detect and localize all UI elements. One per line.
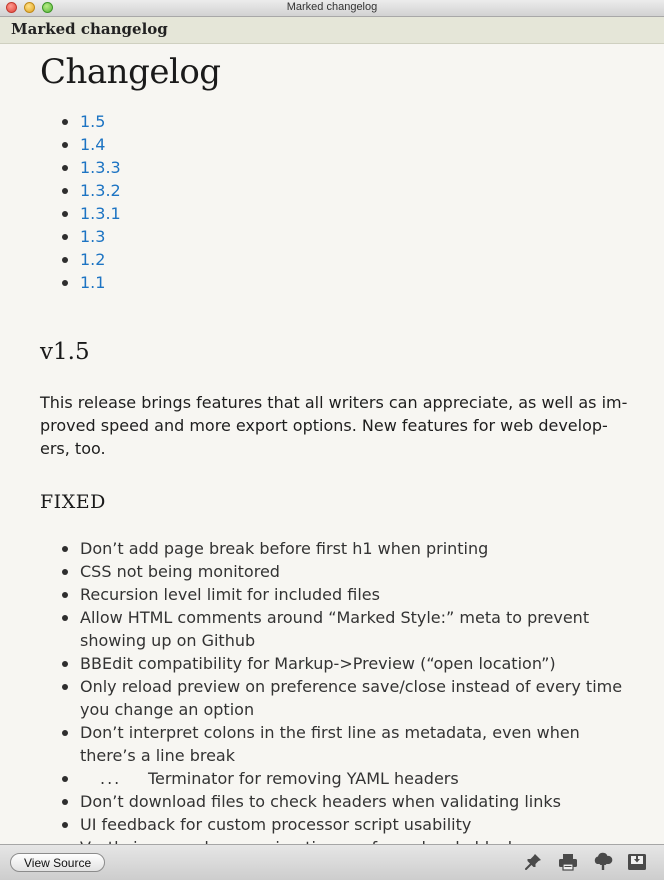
list-item — [40, 721, 640, 767]
bullet-icon — [62, 592, 68, 598]
bullet-icon — [62, 119, 68, 125]
toc-link-1-4[interactable]: 1.4 — [80, 135, 106, 154]
toc-link-1-2[interactable]: 1.2 — [80, 250, 106, 269]
list-item-text: CSS not being monitored — [80, 562, 280, 581]
bullet-icon — [62, 142, 68, 148]
version-heading: v1.5 — [40, 339, 90, 365]
list-item-text: Don’t interpret colons in the first line as metadata, even when there’s a line break — [80, 723, 580, 765]
toc-item — [40, 225, 121, 248]
toc-link-1-3-1[interactable]: 1.3.1 — [80, 204, 121, 223]
list-item-text: Don’t add page break before first h1 when printing — [80, 539, 489, 558]
release-intro: This release brings features that all writers can appreciate, as well as improved speed and more export options. New features for web developers, too. — [40, 393, 628, 458]
version-toc — [40, 110, 121, 294]
list-item-text: UI feedback for custom processor script usability — [80, 815, 472, 834]
list-item-text: Don’t download files to check headers when validating links — [80, 792, 561, 811]
pin-icon[interactable] — [523, 852, 545, 872]
toc-link-1-3-2[interactable]: 1.3.2 — [80, 181, 121, 200]
bullet-icon — [62, 257, 68, 263]
changelog-heading: Changelog — [40, 52, 221, 92]
list-item-text: Only reload preview on preference save/close instead of every time you change an option — [80, 677, 623, 719]
toc-item — [40, 271, 121, 294]
toc-link-1-5[interactable]: 1.5 — [80, 112, 106, 131]
list-item — [40, 675, 640, 721]
toc-item — [40, 110, 121, 133]
list-item-text: Allow HTML comments around “Marked Style:” meta to prevent showing up on Github — [80, 608, 590, 650]
window-titlebar — [0, 0, 664, 17]
list-item — [40, 560, 640, 583]
toc-item — [40, 179, 121, 202]
bullet-icon — [62, 211, 68, 217]
save-inbox-icon[interactable] — [626, 852, 648, 872]
preview-content[interactable] — [0, 44, 664, 844]
toc-link-1-3[interactable]: 1.3 — [80, 227, 106, 246]
list-item-text: Recursion level limit for included files — [80, 585, 380, 604]
list-item — [40, 790, 640, 813]
bullet-icon — [62, 684, 68, 690]
bullet-icon — [62, 615, 68, 621]
toc-link-1-1[interactable]: 1.1 — [80, 273, 106, 292]
code-marker: ... — [100, 769, 122, 788]
bullet-icon — [62, 661, 68, 667]
bullet-icon — [62, 234, 68, 240]
toc-item — [40, 133, 121, 156]
fixed-list — [40, 537, 640, 859]
bullet-icon — [62, 776, 68, 782]
upload-cloud-icon[interactable] — [592, 852, 614, 872]
view-source-button[interactable]: View Source — [10, 853, 105, 872]
bullet-icon — [62, 822, 68, 828]
toc-item — [40, 202, 121, 225]
bullet-icon — [62, 165, 68, 171]
window-title: Marked changelog — [286, 1, 378, 13]
list-item — [40, 583, 640, 606]
fixed-heading: FIXED — [40, 491, 106, 513]
list-item — [40, 652, 640, 675]
document-title: Marked changelog — [11, 20, 168, 38]
list-item — [40, 537, 640, 560]
bullet-icon — [62, 188, 68, 194]
list-item — [40, 767, 640, 790]
bullet-icon — [62, 569, 68, 575]
toc-item — [40, 156, 121, 179]
bullet-icon — [62, 799, 68, 805]
list-item-text: BBEdit compatibility for Markup->Preview (“open location”) — [80, 654, 556, 673]
bottom-toolbar — [0, 844, 664, 880]
list-item — [40, 606, 640, 652]
print-icon[interactable] — [557, 852, 579, 872]
toc-link-1-3-3[interactable]: 1.3.3 — [80, 158, 121, 177]
document-header — [0, 17, 664, 44]
list-item — [40, 813, 640, 836]
list-item-text: Terminator for removing YAML headers — [148, 769, 459, 788]
bullet-icon — [62, 280, 68, 286]
bullet-icon — [62, 546, 68, 552]
toc-item — [40, 248, 121, 271]
bullet-icon — [62, 730, 68, 736]
